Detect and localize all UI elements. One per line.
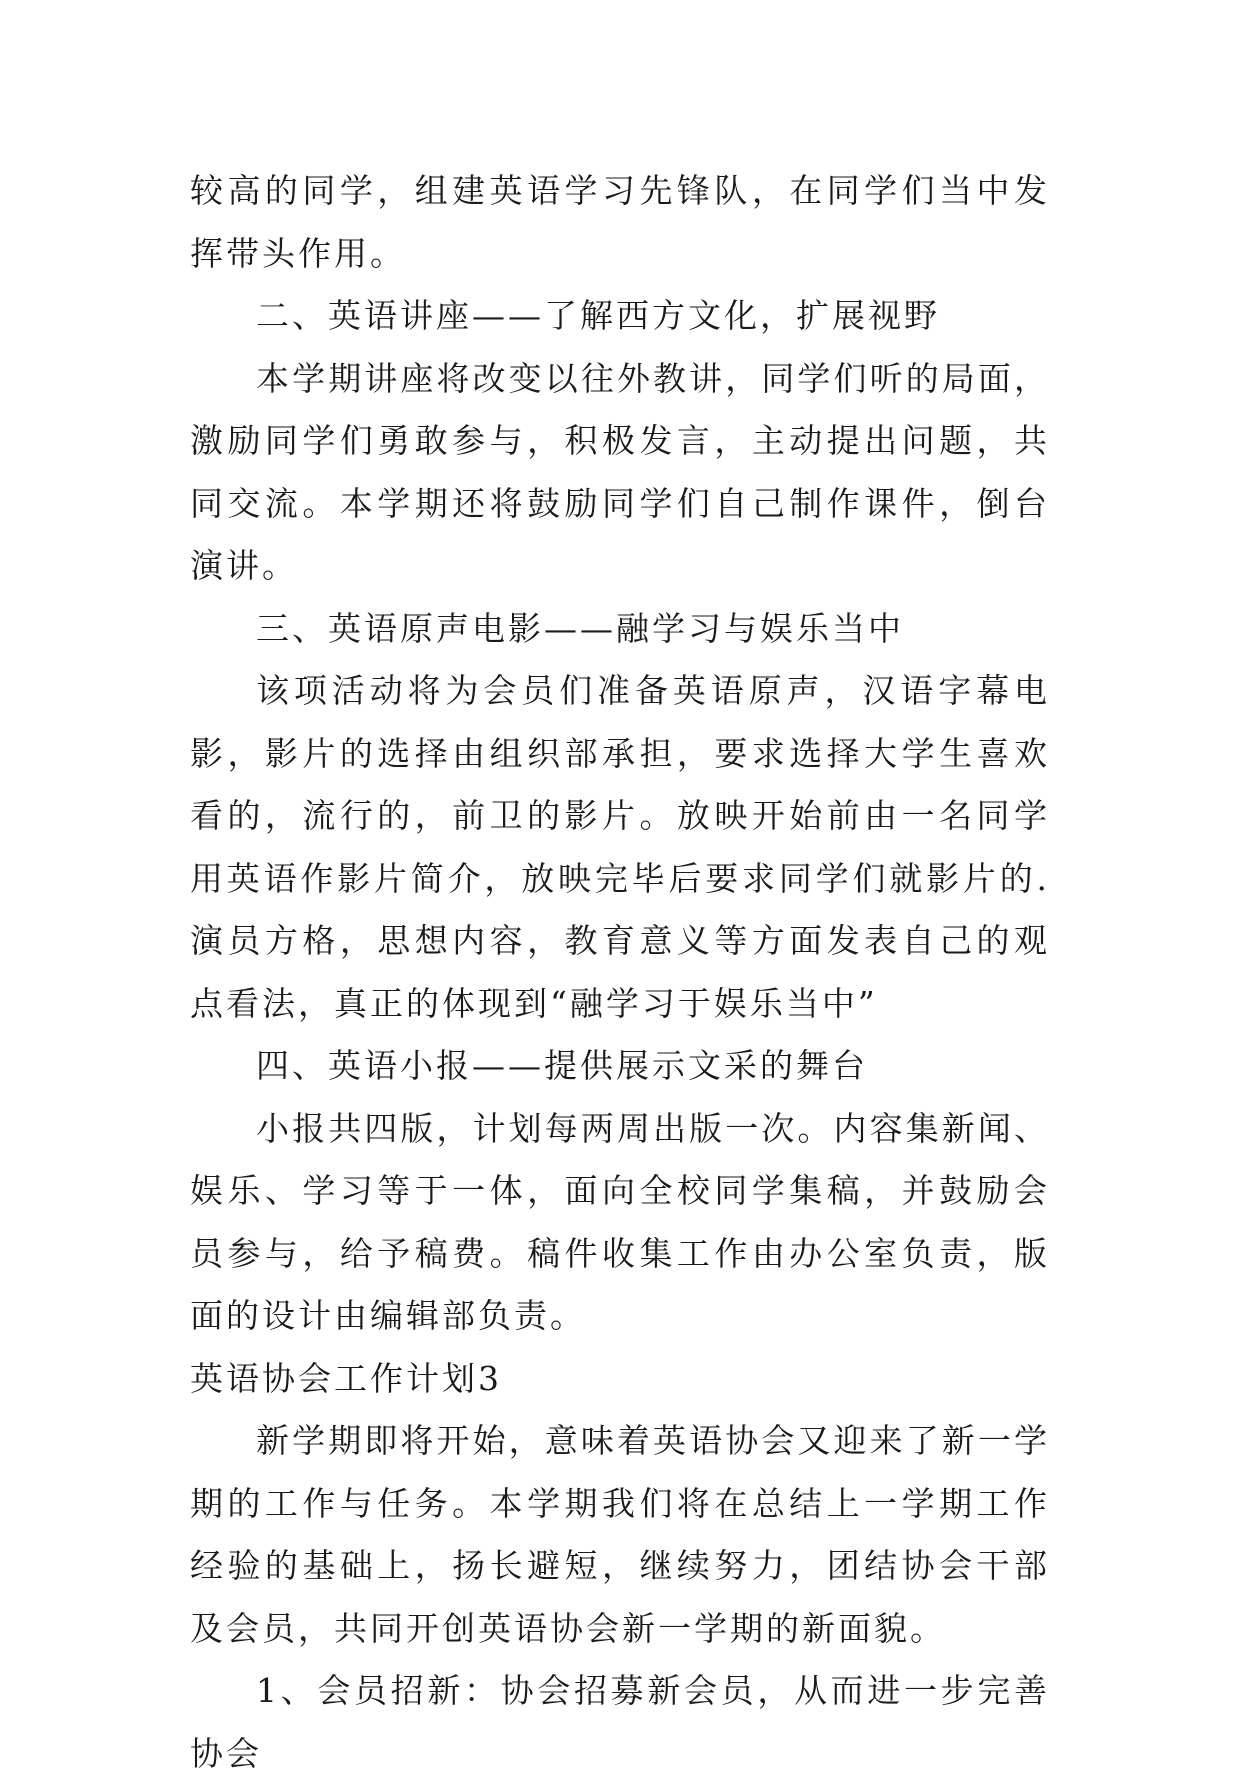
section-heading-3: 三、英语原声电影——融学习与娱乐当中: [256, 608, 904, 648]
paragraph-4: 小报共四版，计划每两周出版一次。内容集新闻、娱乐、学习等于一体，面向全校同学集稿，并鼓励会员参与，给予稿费。稿件收集工作由办公室负责，版面的设计由编辑部负责。: [190, 1108, 1050, 1335]
paragraph-2: 本学期讲座将改变以往外教讲，同学们听的局面，激励同学们勇敢参与，积极发言，主动提出问题，共同交流。本学期还将鼓励同学们自己制作课件，倒台演讲。: [190, 358, 1050, 585]
paragraph-6: 1、会员招新：协会招募新会员，从而进一步完善协会: [190, 1671, 1050, 1773]
section-heading-4: 四、英语小报——提供展示文采的舞台: [256, 1046, 868, 1085]
paragraph-3: 该项活动将为会员们准备英语原声，汉语字幕电影，影片的选择由组织部承担，要求选择大学生喜欢看的，流行的，前卫的影片。放映开始前由一名同学用英语作影片简介，放映完毕后要求同学们就影片的.演员方格，思想内容，教育意义等方面发表自己的观点看法，真正的体现到“融学习于娱乐当中”: [190, 671, 1050, 1023]
document-page: [190, 160, 1050, 1785]
section-heading-2: 二、英语讲座——了解西方文化，扩展视野: [256, 296, 940, 335]
paragraph-1: 较高的同学，组建英语学习先锋队，在同学们当中发挥带头作用。: [190, 171, 1050, 273]
paragraph-5: 新学期即将开始，意味着英语协会又迎来了新一学期的工作与任务。本学期我们将在总结上一学期工作经验的基础上，扬长避短，继续努力，团结协会干部及会员，共同开创英语协会新一学期的新面貌。: [190, 1421, 1050, 1648]
plan-title: 英语协会工作计划3: [190, 1358, 502, 1398]
